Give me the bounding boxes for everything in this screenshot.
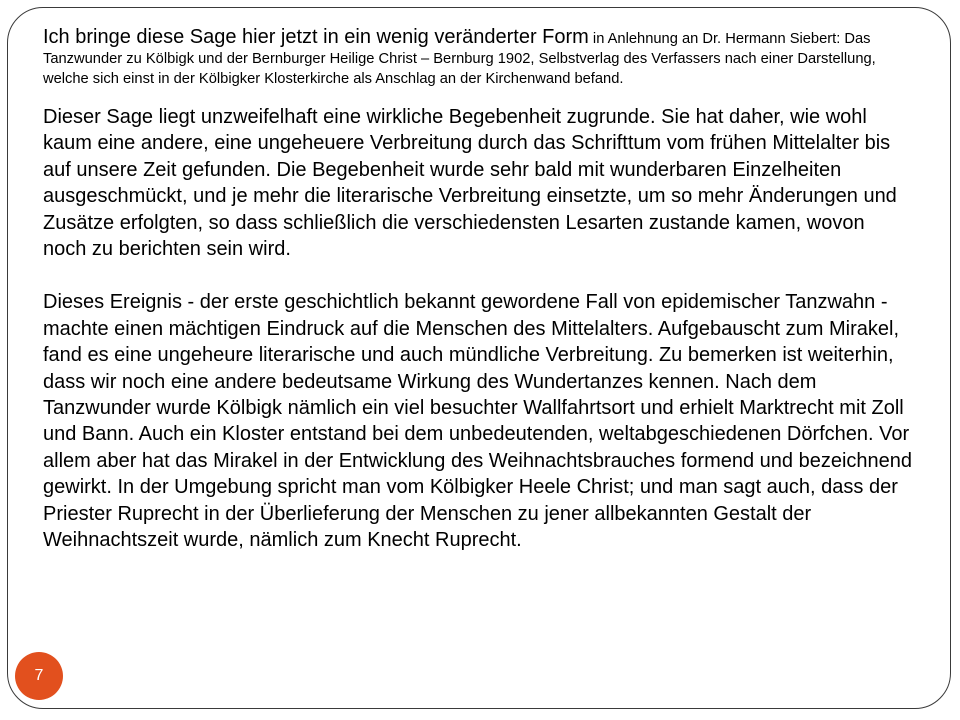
intro-lead-text: Ich bringe diese Sage hier jetzt in ein wenig veränderter Form	[43, 26, 589, 48]
page-number-badge: 7	[15, 652, 63, 700]
intro-reference-text: in Anlehnung an Dr. Hermann Siebert: Das Tanzwunder zu Kölbigk und der Bernburger Heilige Christ – Bernburg 1902, Selbstverlag des Verfassers nach einer Darstellung, welche sich einst in der Kölbigker Klosterkirche als Anschlag an der Kirchenwand befand.	[43, 31, 876, 87]
paragraph-dancing-mania: Dieses Ereignis - der erste geschichtlich bekannt gewordene Fall von epidemischer Tanzwahn - machte einen mächtigen Eindruck auf die Menschen des Mittelalters. Aufgebauscht zum Mirakel, fand es eine ungeheure literarische und auch mündliche Verbreitung. Zu bemerken ist weiterhin, dass wir noch eine andere bedeutsame Wirkung des Wundertanzes kennen. Nach dem Tanzwunder wurde Kölbigk nämlich ein viel besuchter Wallfahrtsort und erhielt Marktrecht mit Zoll und Bann. Auch ein Kloster entstand bei dem unbedeutenden, weltabgeschiedenen Dörfchen. Vor allem aber hat das Mirakel in der Entwicklung des Weihnachtsbrauches formend und bezeichnend gewirkt. In der Umgebung spricht man vom Kölbigker Heele Christ; und man sagt auch, dass der Priester Ruprecht in der Überlieferung der Menschen zu jener allbekannten Gestalt der Weihnachtszeit wurde, nämlich zum Knecht Ruprecht.	[43, 291, 913, 552]
paragraph-historical-basis: Dieser Sage liegt unzweifelhaft eine wirkliche Begebenheit zugrunde. Sie hat daher, wie wohl kaum eine andere, eine ungeheuere Verbreitung durch das Schrifttum vom frühen Mittelalter bis auf unsere Zeit gefunden. Die Begebenheit wurde sehr bald mit wunderbaren Einzelheiten ausgeschmückt, und je mehr die literarische Verbreitung einsetzte, um so mehr Änderungen und Zusätze erfolgten, so dass schließlich die verschiedensten Lesarten zustande kamen, wovon noch zu berichten sein wird.	[43, 106, 897, 261]
intro-paragraph	[43, 27, 913, 89]
slide-content	[43, 27, 913, 554]
